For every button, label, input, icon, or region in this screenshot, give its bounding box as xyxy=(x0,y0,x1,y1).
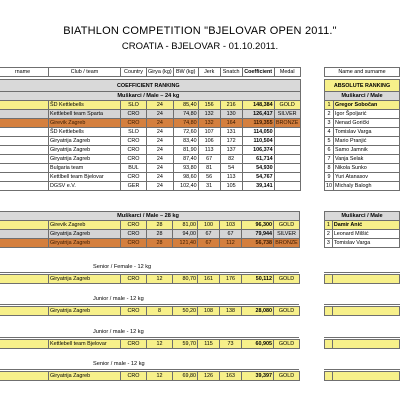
coef-cell: 114,050 xyxy=(242,128,274,137)
girya-cell: 28 xyxy=(147,230,173,239)
column-header: Coefficient xyxy=(242,68,274,77)
column-header: rname xyxy=(0,68,49,77)
category-table xyxy=(0,306,300,316)
bw-cell: 83,40 xyxy=(173,137,198,146)
right-column-header: Name and surname xyxy=(325,68,400,77)
snatch-cell: 130 xyxy=(220,110,242,119)
name-cell: Tomislav Varga xyxy=(334,128,400,137)
jerk-cell: 67 xyxy=(198,239,220,248)
bw-cell: 80,70 xyxy=(173,275,198,284)
girya-cell: 24 xyxy=(147,173,174,182)
competition-subtitle: CROATIA - BJELOVAR - 01.10.2011. xyxy=(121,41,279,52)
athlete-name-cell xyxy=(0,182,49,191)
ranking-row xyxy=(325,221,400,230)
snatch-cell: 163 xyxy=(220,372,242,381)
jerk-cell: 156 xyxy=(198,101,220,110)
bw-cell: 74,80 xyxy=(173,110,198,119)
country-cell: SLO xyxy=(121,101,147,110)
medal-cell: SILVER xyxy=(274,230,300,239)
country-cell: CRO xyxy=(121,119,147,128)
jerk-cell: 126 xyxy=(198,372,220,381)
medal-cell: SILVER xyxy=(274,110,300,119)
jerk-cell: 100 xyxy=(198,221,220,230)
athlete-name-cell xyxy=(0,307,49,316)
club-cell: ŠD Kettlebells xyxy=(49,128,121,137)
bw-cell: 50,20 xyxy=(173,307,198,316)
group-label: Muškarci / Male – 28 kg xyxy=(0,212,300,221)
coef-cell: 54,930 xyxy=(242,164,274,173)
bw-cell: 72,60 xyxy=(173,128,198,137)
bw-cell: 85,40 xyxy=(173,101,198,110)
country-cell: CRO xyxy=(121,307,147,316)
ranking-row xyxy=(325,173,400,182)
group-row xyxy=(325,212,400,221)
name-cell: Samo Jamnik xyxy=(334,146,400,155)
athlete-name-cell xyxy=(0,119,49,128)
jerk-cell: 67 xyxy=(198,230,220,239)
snatch-cell: 67 xyxy=(220,230,242,239)
country-cell: CRO xyxy=(121,221,147,230)
girya-cell: 12 xyxy=(147,372,173,381)
coef-cell: 96,300 xyxy=(242,221,274,230)
result-row xyxy=(0,146,300,155)
girya-cell: 12 xyxy=(147,275,173,284)
snatch-cell: 73 xyxy=(220,340,242,349)
medal-cell: GOLD xyxy=(274,340,300,349)
country-cell: CRO xyxy=(121,230,147,239)
ranking-row xyxy=(325,155,400,164)
group-label: Muškarci / Male – 24 kg xyxy=(0,92,300,101)
result-row xyxy=(0,155,300,164)
ranking-row xyxy=(325,119,400,128)
snatch-cell: 138 xyxy=(220,307,242,316)
country-cell: CRO xyxy=(121,146,147,155)
club-cell: ŠD Kettlebells xyxy=(49,101,121,110)
country-cell: CRO xyxy=(121,372,147,381)
name-cell xyxy=(332,372,399,381)
result-row xyxy=(0,275,300,284)
name-cell xyxy=(332,307,399,316)
name-cell: Mario Pranjić xyxy=(334,137,400,146)
category-ranking-table xyxy=(324,339,400,349)
result-row xyxy=(0,110,300,119)
column-header: Club / team xyxy=(49,68,121,77)
country-cell: SLO xyxy=(121,128,147,137)
athlete-name-cell xyxy=(0,146,49,155)
coef-cell: 148,384 xyxy=(242,101,274,110)
result-row xyxy=(0,340,300,349)
snatch-cell: 54 xyxy=(220,164,242,173)
girya-cell: 24 xyxy=(147,146,174,155)
name-cell: Damir Anić xyxy=(332,221,399,230)
jerk-cell: 161 xyxy=(198,275,220,284)
bw-cell: 121,40 xyxy=(173,239,198,248)
section-row xyxy=(0,80,300,92)
coef-cell: 50,112 xyxy=(242,275,274,284)
result-row xyxy=(0,137,300,146)
athlete-name-cell xyxy=(0,173,49,182)
name-cell: Igor Špoljarić xyxy=(334,110,400,119)
rank-cell: 1 xyxy=(325,221,333,230)
bw-cell: 81,90 xyxy=(173,146,198,155)
category-table xyxy=(0,371,300,381)
section-title-absolute: ABSOLUTE RANKING xyxy=(325,80,400,92)
country-cell: BUL xyxy=(121,164,147,173)
category-divider xyxy=(324,369,400,370)
name-cell: Tomislav Varga xyxy=(332,239,399,248)
jerk-cell: 56 xyxy=(198,173,220,182)
group-label: Muškarci / Male xyxy=(325,92,400,101)
ranking-row xyxy=(325,164,400,173)
snatch-cell: 216 xyxy=(220,101,242,110)
jerk-cell: 132 xyxy=(198,119,220,128)
country-cell: CRO xyxy=(121,340,147,349)
result-row xyxy=(0,182,300,191)
medal-cell xyxy=(274,137,300,146)
result-row xyxy=(0,101,300,110)
jerk-cell: 108 xyxy=(198,307,220,316)
result-row xyxy=(0,221,300,230)
rank-cell: 2 xyxy=(325,230,333,239)
category-ranking-table xyxy=(324,306,400,316)
medal-cell: GOLD xyxy=(274,372,300,381)
rank-cell xyxy=(325,340,333,349)
rank-cell: 2 xyxy=(325,110,334,119)
country-cell: CRO xyxy=(121,155,147,164)
girya-cell: 24 xyxy=(147,128,174,137)
girya-cell: 28 xyxy=(147,221,173,230)
medal-cell xyxy=(274,128,300,137)
column-header: Jerk xyxy=(198,68,220,77)
girya-cell: 24 xyxy=(147,101,174,110)
bw-cell: 81,00 xyxy=(173,221,198,230)
coef-cell: 60,905 xyxy=(242,340,274,349)
rank-cell xyxy=(325,372,333,381)
jerk-cell: 132 xyxy=(198,110,220,119)
ranking-row xyxy=(325,128,400,137)
club-cell: DGSV e.V. xyxy=(49,182,121,191)
rank-cell: 3 xyxy=(325,119,334,128)
category-label: Senior / male - 12 kg xyxy=(93,361,145,367)
column-header: Country xyxy=(121,68,147,77)
jerk-cell: 81 xyxy=(198,164,220,173)
category-label: Junior / male - 12 kg xyxy=(93,329,144,335)
medal-cell: GOLD xyxy=(274,307,300,316)
name-cell: Yuri Atanasov xyxy=(334,173,400,182)
club-cell: Girevik Zagreb xyxy=(49,119,121,128)
ranking-row xyxy=(325,307,400,316)
rank-cell xyxy=(325,275,333,284)
athlete-name-cell xyxy=(0,275,49,284)
result-row xyxy=(0,164,300,173)
bw-cell: 69,80 xyxy=(173,372,198,381)
ranking-row xyxy=(325,101,400,110)
snatch-cell: 164 xyxy=(220,119,242,128)
club-cell: Giryatrija Zagreb xyxy=(49,155,121,164)
coef-cell: 119,355 xyxy=(242,119,274,128)
ranking-row xyxy=(325,230,400,239)
coef-cell: 79,944 xyxy=(242,230,274,239)
rank-cell: 5 xyxy=(325,137,334,146)
category-label: Junior / male - 12 kg xyxy=(93,296,144,302)
ranking-row xyxy=(325,110,400,119)
section-row xyxy=(325,80,400,92)
club-cell: Kettlbell team Bjelovar xyxy=(49,173,121,182)
coefficient-ranking-table xyxy=(0,67,301,191)
girya-cell: 24 xyxy=(147,110,174,119)
athlete-name-cell xyxy=(0,340,49,349)
athlete-name-cell xyxy=(0,239,49,248)
medal-cell: BRONZE xyxy=(275,240,298,246)
girya-cell: 24 xyxy=(147,119,174,128)
jerk-cell: 107 xyxy=(198,128,220,137)
snatch-cell: 176 xyxy=(220,275,242,284)
ranking-row xyxy=(325,146,400,155)
athlete-name-cell xyxy=(0,221,49,230)
athlete-name-cell xyxy=(0,128,49,137)
bw-cell: 74,80 xyxy=(173,119,198,128)
coef-cell: 39,397 xyxy=(242,372,274,381)
club-cell: Girevik Zagreb xyxy=(49,221,121,230)
column-header: Snatch xyxy=(220,68,242,77)
group-table xyxy=(0,211,300,248)
column-header: BW (kg) xyxy=(173,68,198,77)
ranking-row xyxy=(325,372,400,381)
ranking-row xyxy=(325,137,400,146)
girya-cell: 24 xyxy=(147,155,174,164)
jerk-cell: 115 xyxy=(198,340,220,349)
athlete-name-cell xyxy=(0,101,49,110)
coef-cell: 61,714 xyxy=(242,155,274,164)
category-table xyxy=(0,339,300,349)
category-divider xyxy=(324,337,400,338)
name-cell: Nenad Gorički xyxy=(334,119,400,128)
group-row xyxy=(0,212,300,221)
coef-cell: 28,080 xyxy=(242,307,274,316)
snatch-cell: 103 xyxy=(220,221,242,230)
name-cell: Vanja Selak xyxy=(334,155,400,164)
rank-cell xyxy=(325,307,333,316)
group-row xyxy=(325,92,400,101)
club-cell: Giryatrija Zagreb xyxy=(49,372,121,381)
category-divider xyxy=(0,304,299,305)
header-row xyxy=(0,68,300,77)
bw-cell: 59,70 xyxy=(173,340,198,349)
bw-cell: 98,60 xyxy=(173,173,198,182)
section-title-coefficient: COEFFICIENT RANKING xyxy=(0,80,300,92)
club-cell: Kettlebell team Sparta xyxy=(49,110,121,119)
athlete-name-cell xyxy=(0,110,49,119)
result-row xyxy=(0,128,300,137)
medal-cell xyxy=(274,155,300,164)
rank-cell: 1 xyxy=(325,101,334,110)
medal-cell: BRONZE xyxy=(275,120,299,126)
ranking-row xyxy=(325,239,400,248)
coef-cell: 54,767 xyxy=(242,173,274,182)
result-row xyxy=(0,239,300,248)
name-cell: Nikola Sunko xyxy=(334,164,400,173)
category-divider xyxy=(324,272,400,273)
coef-cell: 39,141 xyxy=(242,182,274,191)
club-cell: Giryatrija Zagreb xyxy=(49,137,121,146)
rank-cell: 4 xyxy=(325,128,334,137)
girya-cell: 28 xyxy=(147,239,173,248)
snatch-cell: 105 xyxy=(220,182,242,191)
snatch-cell: 112 xyxy=(220,239,242,248)
athlete-name-cell xyxy=(0,137,49,146)
snatch-cell: 113 xyxy=(220,173,242,182)
category-ranking-table xyxy=(324,274,400,284)
category-divider xyxy=(324,304,400,305)
country-cell: GER xyxy=(121,182,147,191)
name-cell: Michaly Balogh xyxy=(334,182,400,191)
rank-cell: 6 xyxy=(325,146,334,155)
ranking-row xyxy=(325,275,400,284)
name-cell: Gregor Sobočan xyxy=(334,101,400,110)
column-header: Medal xyxy=(274,68,300,77)
group-ranking-table xyxy=(324,211,400,248)
snatch-cell: 137 xyxy=(220,146,242,155)
category-ranking-table xyxy=(324,371,400,381)
girya-cell: 8 xyxy=(147,307,173,316)
club-cell: Giryatrija Zagreb xyxy=(49,307,121,316)
jerk-cell: 67 xyxy=(198,155,220,164)
club-cell: Kettlebell team Bjelovar xyxy=(49,340,121,349)
bw-cell: 93,80 xyxy=(173,164,198,173)
girya-cell: 24 xyxy=(147,137,174,146)
coef-cell: 110,504 xyxy=(242,137,274,146)
snatch-cell: 172 xyxy=(220,137,242,146)
column-header: Girya (kg) xyxy=(148,69,172,75)
result-row xyxy=(0,372,300,381)
ranking-row xyxy=(325,340,400,349)
country-cell: CRO xyxy=(121,173,147,182)
girya-cell: 24 xyxy=(147,164,174,173)
group-row xyxy=(0,92,300,101)
country-cell: CRO xyxy=(121,110,147,119)
medal-cell xyxy=(274,173,300,182)
group-label: Muškarci / Male xyxy=(325,212,400,221)
result-row xyxy=(0,119,300,128)
rank-cell: 10 xyxy=(326,183,332,189)
category-label: Senior / Female - 12 kg xyxy=(93,264,152,270)
country-cell: CRO xyxy=(121,275,147,284)
category-table xyxy=(0,274,300,284)
medal-cell xyxy=(274,146,300,155)
club-cell: Giryatrija Zagreb xyxy=(49,230,121,239)
rank-cell: 7 xyxy=(325,155,334,164)
jerk-cell: 31 xyxy=(198,182,220,191)
rank-cell: 3 xyxy=(325,239,333,248)
bw-cell: 87,40 xyxy=(173,155,198,164)
athlete-name-cell xyxy=(0,372,49,381)
ranking-row xyxy=(325,182,400,191)
result-row xyxy=(0,230,300,239)
girya-cell: 12 xyxy=(147,340,173,349)
medal-cell: GOLD xyxy=(274,275,300,284)
country-cell: CRO xyxy=(121,137,147,146)
category-divider xyxy=(0,337,299,338)
country-cell: CRO xyxy=(121,239,147,248)
athlete-name-cell xyxy=(0,164,49,173)
coef-cell: 106,374 xyxy=(242,146,274,155)
absolute-ranking-table xyxy=(324,67,400,191)
club-cell: Giryatrija Zagreb xyxy=(49,239,121,248)
result-row xyxy=(0,307,300,316)
result-row xyxy=(0,173,300,182)
athlete-name-cell xyxy=(0,230,49,239)
right-header-row xyxy=(325,68,400,77)
jerk-cell: 113 xyxy=(198,146,220,155)
category-divider xyxy=(0,369,299,370)
name-cell: Leonard Milšić xyxy=(332,230,399,239)
coef-cell: 56,738 xyxy=(242,239,274,248)
medal-cell xyxy=(274,164,300,173)
competition-title: BIATHLON COMPETITION "BJELOVAR OPEN 2011." xyxy=(63,25,337,37)
club-cell: Bulgaria team xyxy=(49,164,121,173)
snatch-cell: 131 xyxy=(220,128,242,137)
rank-cell: 9 xyxy=(325,173,334,182)
girya-cell: 24 xyxy=(147,182,174,191)
category-divider xyxy=(0,272,299,273)
name-cell xyxy=(332,275,399,284)
snatch-cell: 82 xyxy=(220,155,242,164)
club-cell: Giryatrija Zagreb xyxy=(49,146,121,155)
bw-cell: 102,40 xyxy=(173,182,198,191)
club-cell: Giryatrija Zagreb xyxy=(49,275,121,284)
medal-cell: GOLD xyxy=(274,101,300,110)
name-cell xyxy=(332,340,399,349)
medal-cell: GOLD xyxy=(274,221,300,230)
rank-cell: 8 xyxy=(325,164,334,173)
medal-cell xyxy=(274,182,300,191)
athlete-name-cell xyxy=(0,155,49,164)
coef-cell: 126,417 xyxy=(242,110,274,119)
bw-cell: 94,00 xyxy=(173,230,198,239)
jerk-cell: 106 xyxy=(198,137,220,146)
